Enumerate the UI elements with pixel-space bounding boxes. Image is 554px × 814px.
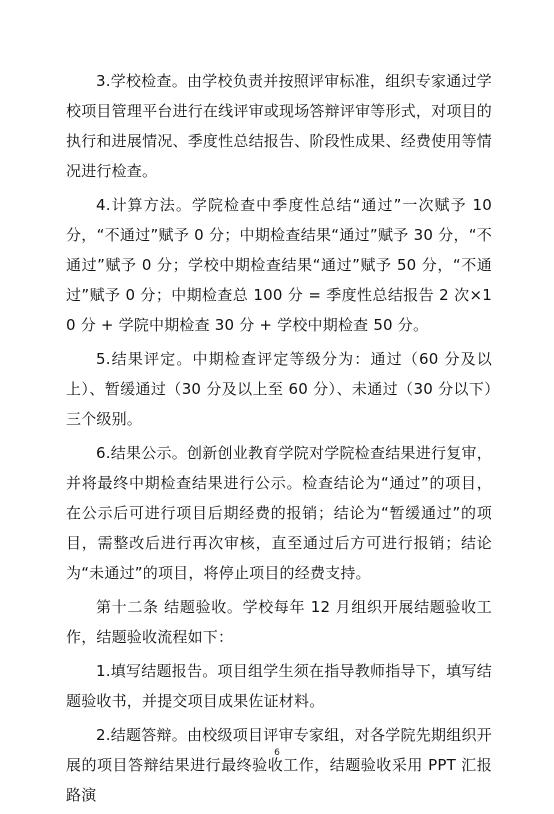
paragraph-result-evaluation: 5.结果评定。中期检查评定等级分为：通过（60 分及以上）、暂缓通过（30 分及以上至 60 分）、未通过（30 分以下）三个级别。	[66, 350, 492, 428]
paragraph-school-inspection: 3.学校检查。由学校负责并按照评审标准，组织专家通过学校项目管理平台进行在线评审或现场答辩评审等形式，对项目的执行和进展情况、季度性总结报告、阶段性成果、经费使用等情况进行检查。	[66, 72, 492, 180]
page-number: 6	[274, 748, 280, 758]
paragraph-article-12: 第十二条 结题验收。学校每年 12 月组织开展结题验收工作，结题验收流程如下：	[66, 598, 492, 646]
paragraph-calculation-method: 4.计算方法。学院检查中季度性总结“通过”一次赋予 10 分，“不通过”赋予 0 分；中期检查结果“通过”赋予 30 分，“不通过”赋予 0 分；学校中期检查结果“通过”赋予 50 分，“不通过”赋予 0 分；中期检查总 100 分 = 季度性总结报告 2 次×10 分 + 学院中期检查 30 分 + 学校中期检查 50 分。	[66, 196, 492, 334]
paragraph-result-publicity: 6.结果公示。创新创业教育学院对学院检查结果进行复审，并将最终中期检查结果进行公示。检查结论为“通过”的项目，在公示后可进行项目后期经费的报销；结论为“暂缓通过”的项目，需整改后进行再次审核，直至通过后方可进行报销；结论为“未通过”的项目，将停止项目的经费支持。	[66, 444, 492, 582]
paragraph-defense: 2.结题答辩。由校级项目评审专家组，对各学院先期组织开展的项目答辩结果进行最终验收工作，结题验收采用 PPT 汇报路演	[66, 726, 492, 804]
page-body	[66, 66, 492, 814]
paragraph-fill-report: 1.填写结题报告。项目组学生须在指导教师指导下，填写结题验收书，并提交项目成果佐证材料。	[66, 662, 492, 710]
